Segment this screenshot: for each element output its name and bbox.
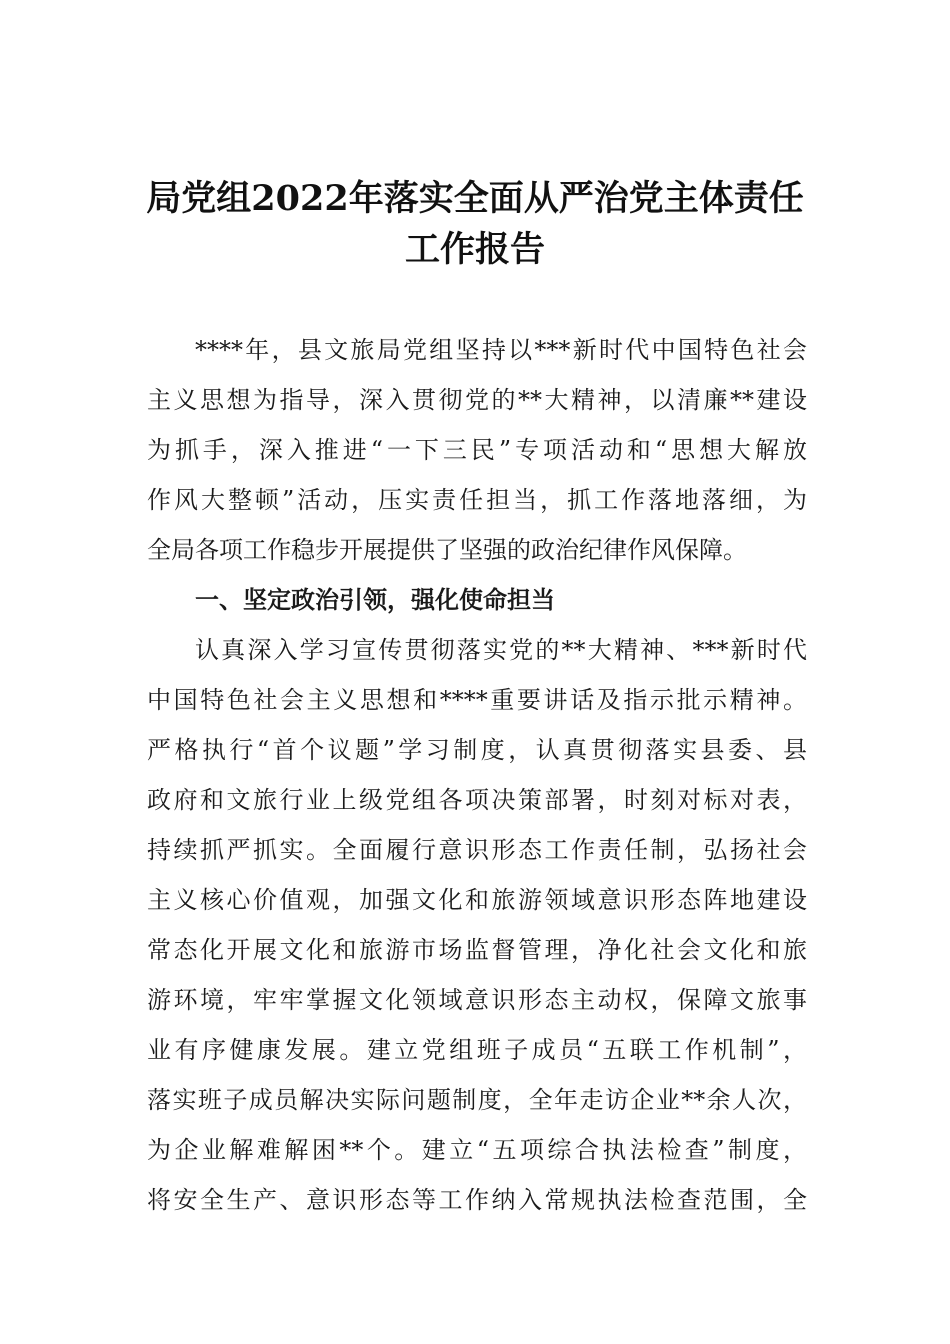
paragraph-2-line: 中国特色社会主义思想和****重要讲话及指示批示精神。: [147, 686, 807, 714]
paragraph-1-line: 全局各项工作稳步开展提供了坚强的政治纪律作风保障。: [147, 536, 747, 564]
section-heading-1: 一、坚定政治引领，强化使命担当: [195, 586, 555, 614]
paragraph-2-line: 游环境，牢牢掌握文化领域意识形态主动权，保障文旅事: [147, 986, 807, 1014]
paragraph-1-line: ****年，县文旅局党组坚持以***新时代中国特色社会: [195, 336, 807, 364]
document-title-line-1: 局党组2022年落实全面从严治党主体责任: [146, 178, 804, 219]
paragraph-2-line: 落实班子成员解决实际问题制度，全年走访企业**余人次，: [147, 1086, 807, 1114]
paragraph-2-line: 业有序健康发展。建立党组班子成员“五联工作机制”，: [147, 1036, 807, 1064]
paragraph-2-line: 政府和文旅行业上级党组各项决策部署，时刻对标对表，: [147, 786, 807, 814]
paragraph-1-line: 主义思想为指导，深入贯彻党的**大精神，以清廉**建设: [147, 386, 807, 414]
paragraph-2-line: 将安全生产、意识形态等工作纳入常规执法检查范围，全: [147, 1186, 807, 1214]
document-title-line-2: 工作报告: [404, 229, 545, 270]
paragraph-2-line: 常态化开展文化和旅游市场监督管理，净化社会文化和旅: [147, 936, 807, 964]
paragraph-2-line: 为企业解难解困**个。建立“五项综合执法检查”制度，: [147, 1136, 807, 1164]
paragraph-2-line: 严格执行“首个议题”学习制度，认真贯彻落实县委、县: [147, 736, 807, 764]
paragraph-2-line: 认真深入学习宣传贯彻落实党的**大精神、***新时代: [195, 636, 807, 664]
paragraph-1-line: 为抓手，深入推进“一下三民”专项活动和“思想大解放: [147, 436, 807, 464]
paragraph-2-line: 持续抓严抓实。全面履行意识形态工作责任制，弘扬社会: [147, 836, 807, 864]
paragraph-1-line: 作风大整顿”活动，压实责任担当，抓工作落地落细，为: [147, 486, 807, 514]
paragraph-2-line: 主义核心价值观，加强文化和旅游领域意识形态阵地建设: [147, 886, 807, 914]
